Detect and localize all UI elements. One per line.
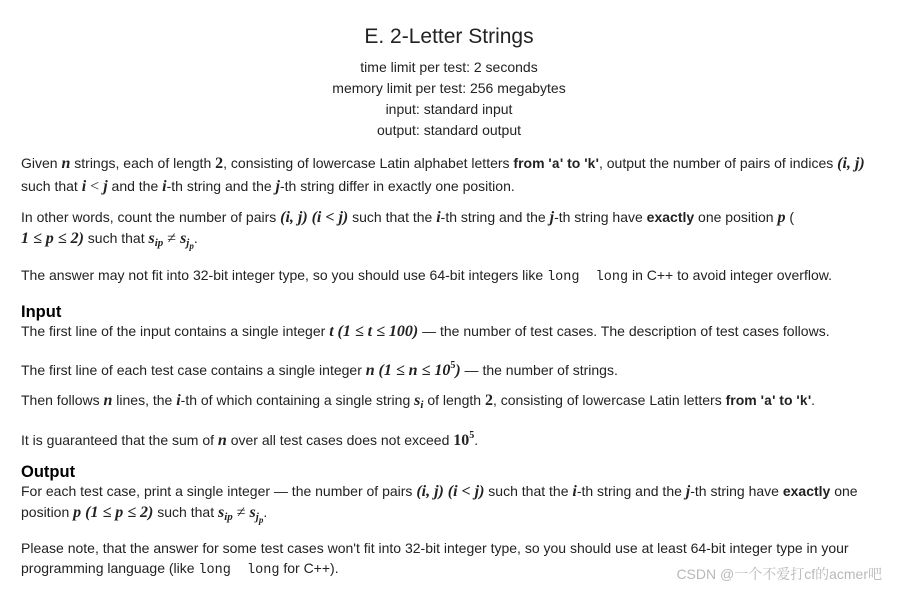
- text: .: [811, 392, 816, 408]
- math-var: n: [61, 155, 71, 172]
- input-file: input: standard input: [385, 101, 513, 117]
- input-paragraph-3: [21, 390, 883, 415]
- text: -th string have: [554, 209, 647, 225]
- math-var: s: [249, 504, 256, 521]
- math-var: j: [103, 178, 108, 195]
- problem-title: E. 2-Letter Strings: [364, 25, 534, 48]
- text: -th of which containing a single string: [180, 392, 415, 408]
- math-var: i: [81, 178, 87, 195]
- text: such that the: [484, 483, 573, 499]
- math-pair: (i, j): [837, 155, 865, 172]
- math-var: i: [572, 483, 577, 500]
- text: , consisting of lowercase Latin letters: [492, 392, 726, 408]
- math-paren: ): [455, 362, 461, 379]
- statement-paragraph-2: [21, 207, 883, 256]
- text: -th string have: [690, 483, 783, 499]
- math-var: t: [329, 323, 334, 340]
- text: It is guaranteed that the sum of: [21, 432, 218, 448]
- math-range: 1 ≤ p ≤ 2): [21, 230, 84, 247]
- text: one position: [694, 209, 778, 225]
- problem-limits: [0, 57, 898, 141]
- statement-paragraph-1: [21, 153, 883, 197]
- input-paragraph-2: [21, 356, 883, 381]
- text: .: [263, 504, 268, 520]
- text: .: [193, 230, 198, 246]
- text: such that: [83, 230, 149, 246]
- code-snippet: long long: [198, 563, 280, 578]
- math-ineq: (i < j): [311, 209, 349, 226]
- math-var: j: [685, 483, 691, 500]
- text: , output the number of pairs of indices: [598, 155, 838, 171]
- math-sup: 5: [469, 430, 475, 441]
- math-var: s: [148, 230, 155, 247]
- math-ineq: (i < j): [447, 483, 485, 500]
- math-op: <: [86, 178, 104, 195]
- text: Then follows: [21, 392, 104, 408]
- text: such that: [21, 178, 82, 194]
- math-num: 2: [484, 392, 493, 409]
- text: -th string and the: [576, 483, 686, 499]
- text: — the number of strings.: [460, 362, 618, 378]
- statement-paragraph-3: [21, 265, 883, 288]
- text: The answer may not fit into 32-bit integer type, so you should use 64-bit integers like: [21, 267, 548, 283]
- emphasis: exactly: [646, 209, 695, 225]
- math-var: p: [777, 209, 786, 226]
- math-var: s: [180, 230, 187, 247]
- text: The first line of each test case contains a single integer: [21, 362, 366, 378]
- math-pair: (i, j): [416, 483, 444, 500]
- math-var: s: [414, 392, 421, 409]
- input-paragraph-1: [21, 321, 883, 342]
- text: The first line of the input contains a single integer: [21, 323, 330, 339]
- math-range: (1 ≤ n ≤ 10: [378, 362, 451, 379]
- text: — the number of test cases. The description of test cases follows.: [418, 323, 830, 339]
- math-sub: ip: [154, 237, 164, 249]
- text: of length: [423, 392, 485, 408]
- math-sub: jp: [186, 237, 194, 251]
- text: position: [21, 504, 74, 520]
- input-paragraph-4: [21, 426, 883, 451]
- emphasis: exactly: [782, 483, 831, 499]
- watermark: CSDN @一个不爱打cf的acmer吧: [676, 566, 882, 582]
- text: lines, the: [112, 392, 177, 408]
- output-heading: Output: [21, 463, 76, 481]
- time-limit: time limit per test: 2 seconds: [360, 59, 538, 75]
- text: .: [474, 432, 479, 448]
- input-heading: Input: [21, 303, 62, 321]
- math-num: 2: [215, 155, 224, 172]
- math-range: (1 ≤ p ≤ 2): [81, 504, 154, 521]
- math-var: p: [73, 504, 82, 521]
- text: , consisting of lowercase Latin alphabet letters: [223, 155, 514, 171]
- memory-limit: memory limit per test: 256 megabytes: [332, 80, 566, 96]
- math-var: n: [365, 362, 375, 379]
- text: in C++ to avoid integer overflow.: [628, 267, 832, 283]
- math-range: (1 ≤ t ≤ 100): [337, 323, 419, 340]
- math-var: i: [436, 209, 441, 226]
- text: -th string and the: [166, 178, 276, 194]
- math-sub: ip: [224, 511, 233, 523]
- math-var: s: [217, 504, 225, 521]
- math-var: j: [549, 209, 555, 226]
- text: (: [785, 209, 795, 225]
- math-sup: 5: [450, 360, 456, 371]
- text: For each test case, print a single integer — the number of pairs: [21, 483, 417, 499]
- math-pair: (i, j): [280, 209, 308, 226]
- math-op: ≠: [163, 230, 181, 247]
- text: for C++).: [279, 560, 339, 576]
- text: over all test cases does not exceed: [226, 432, 454, 448]
- math-var: n: [103, 392, 113, 409]
- text: and the: [107, 178, 163, 194]
- math-op: ≠: [232, 504, 250, 521]
- text: such that: [153, 504, 218, 520]
- letter-range: from 'a' to 'k': [513, 155, 599, 173]
- text: In other words, count the number of pairs: [21, 209, 281, 225]
- math-sub: i: [420, 399, 424, 411]
- math-var: i: [162, 178, 167, 195]
- math-var: n: [217, 432, 227, 449]
- output-paragraph-1: [21, 481, 883, 530]
- text: -th string differ in exactly one position.: [280, 178, 515, 194]
- math-var: j: [275, 178, 280, 195]
- output-file: output: standard output: [377, 122, 521, 138]
- code-snippet: long long: [547, 270, 629, 285]
- math-sub: jp: [255, 511, 264, 525]
- letter-range: from 'a' to 'k': [725, 392, 812, 410]
- text: Please note, that the answer for some test cases won't fit into 32-bit integer type, so you should use at least 64-bit integer type in your programming language (like: [21, 540, 849, 576]
- text: -th string and the: [440, 209, 550, 225]
- math-var: i: [176, 392, 181, 409]
- text: Given: [21, 155, 62, 171]
- text: strings, each of length: [70, 155, 216, 171]
- text: such that the: [348, 209, 437, 225]
- math-num: 10: [453, 432, 470, 449]
- text: one: [830, 483, 858, 499]
